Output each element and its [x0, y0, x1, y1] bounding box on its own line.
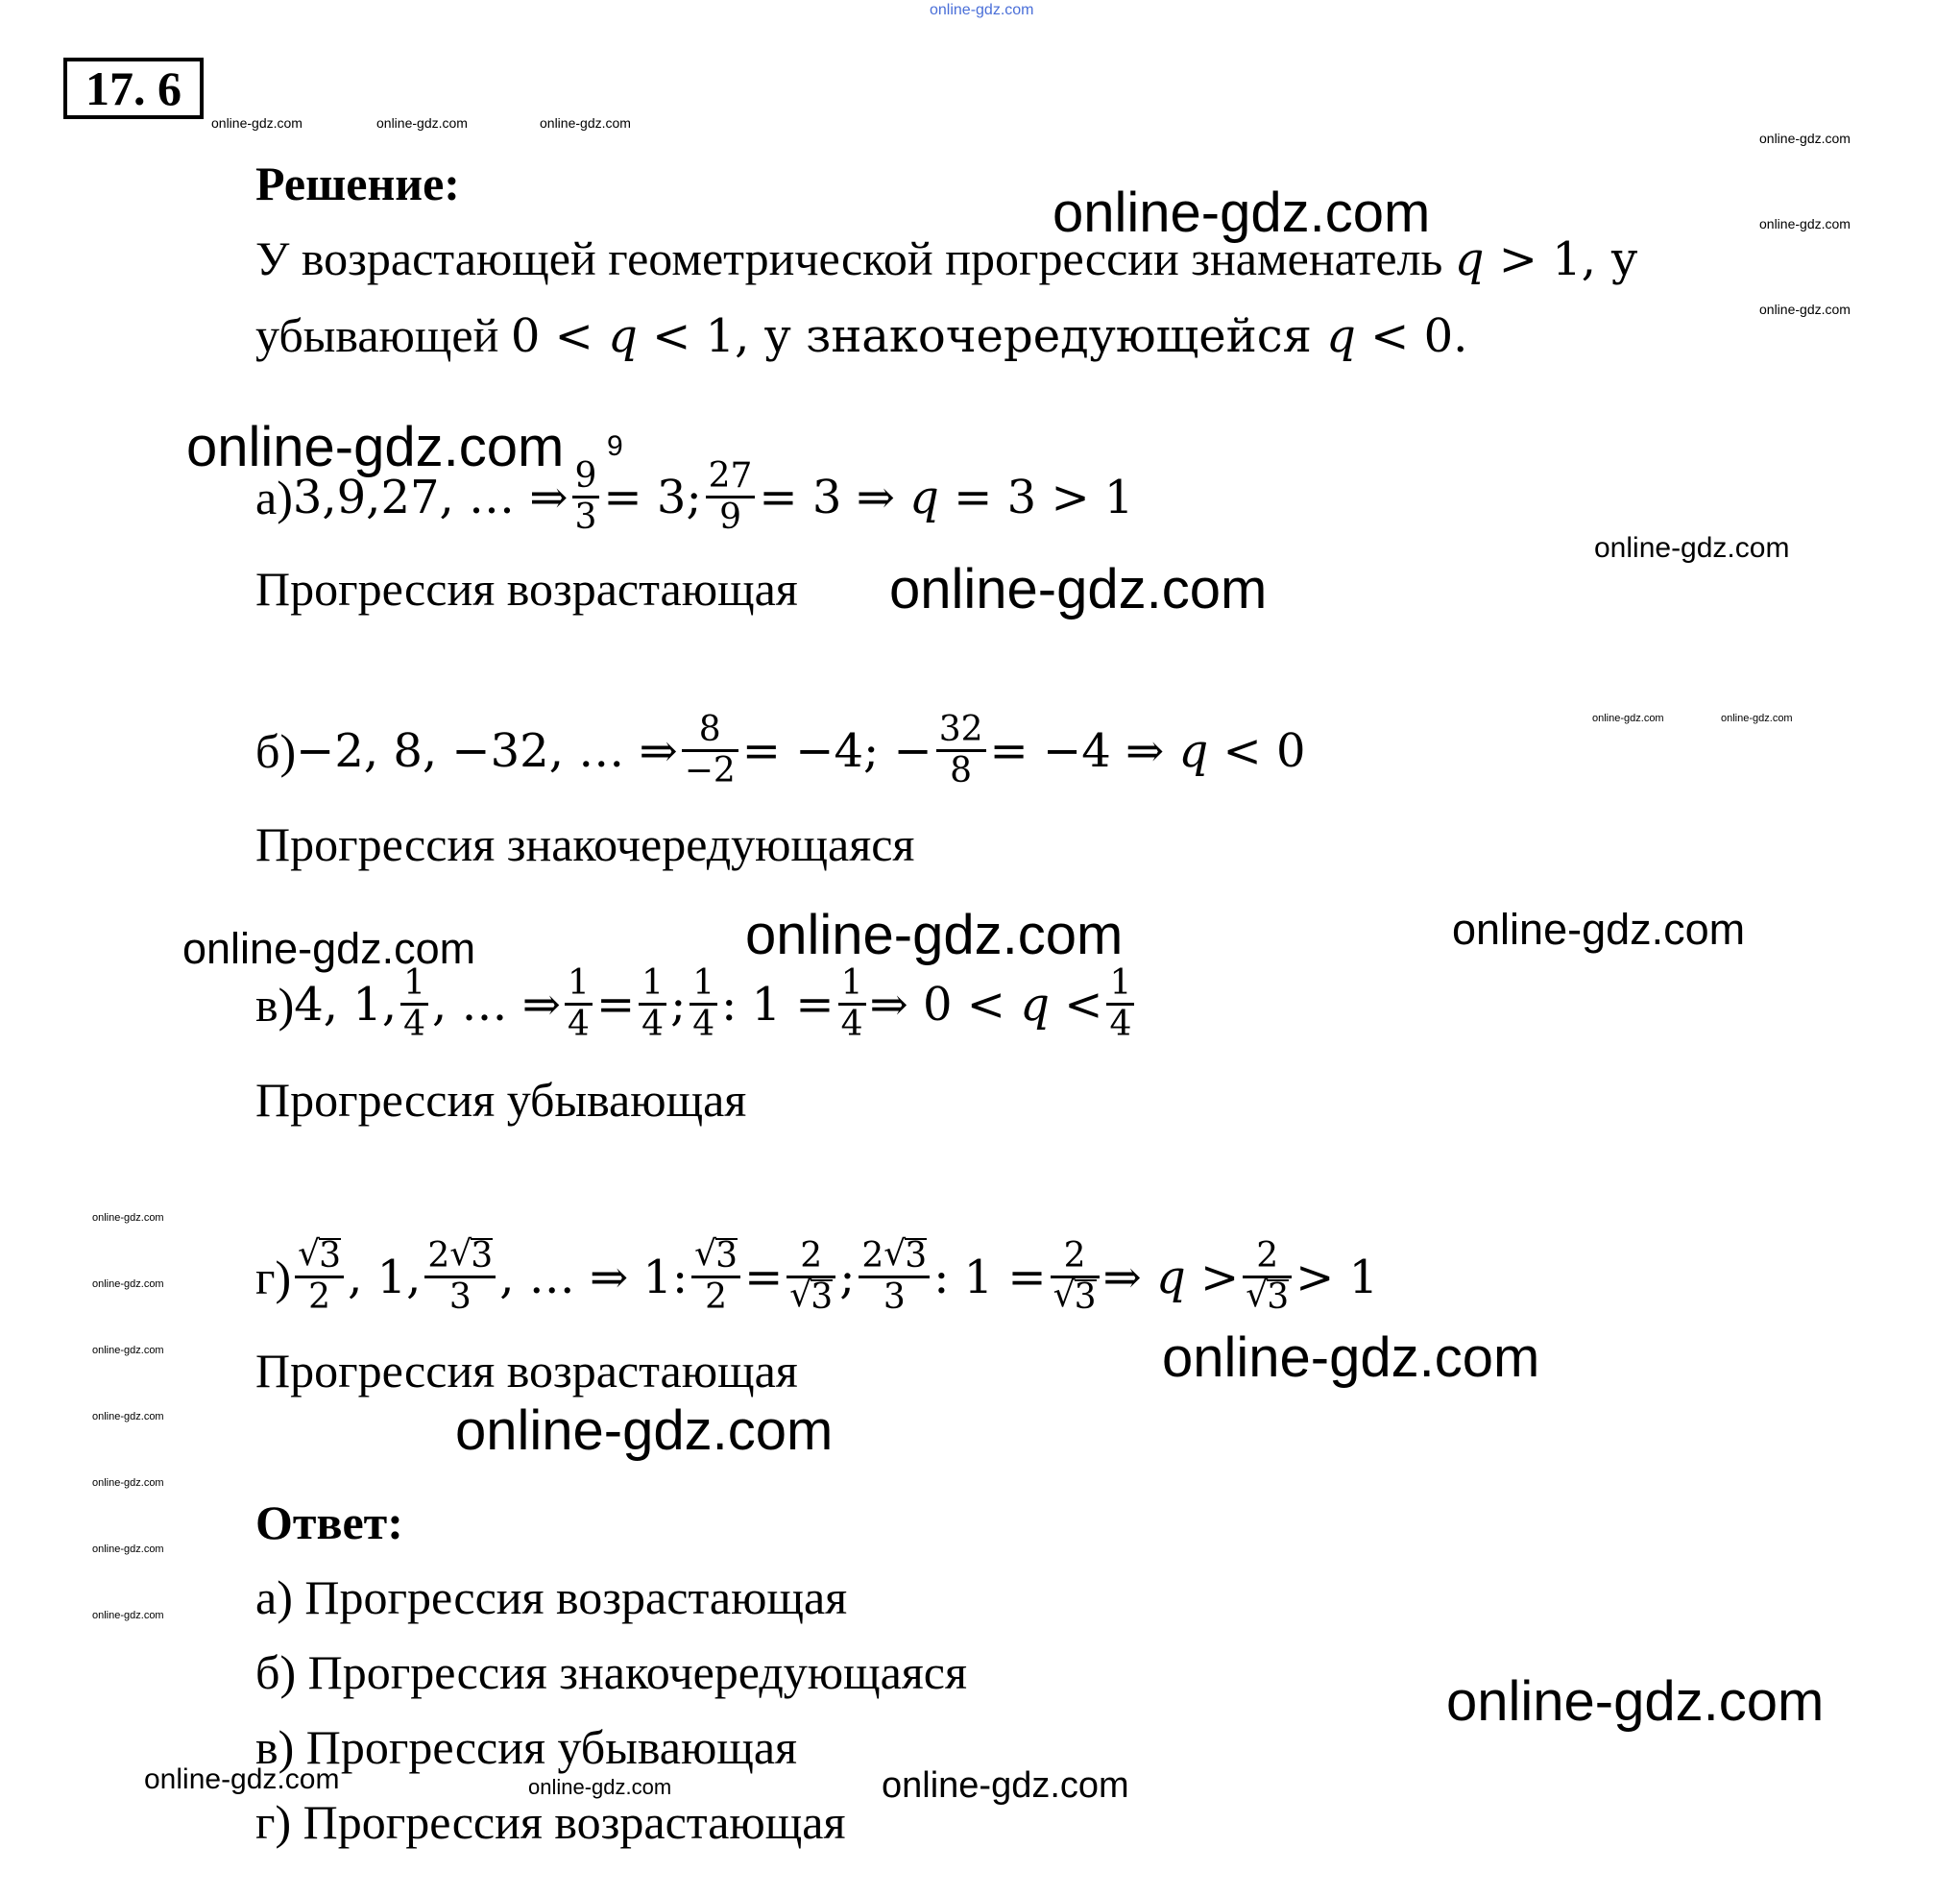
sqrt-icon: √ 3	[1246, 1276, 1290, 1317]
watermark: online-gdz.com	[92, 1212, 164, 1224]
intro-condition: < 1, у знакочередующейся	[637, 309, 1327, 363]
fraction: 2 √ 3 3	[859, 1237, 930, 1317]
intro-text: У возрастающей геометрической прогрессии знаменатель	[255, 231, 1455, 285]
expression: > 1	[1295, 1250, 1379, 1304]
intro-condition: 0 <	[510, 309, 609, 363]
intro-condition: > 1, у	[1484, 232, 1638, 286]
watermark: online-gdz.com	[92, 1278, 164, 1290]
fraction: $\frac{27}{9}$	[706, 457, 756, 537]
expression: = 3;	[603, 470, 702, 524]
watermark: online-gdz.com	[1162, 1326, 1540, 1389]
watermark-top: online-gdz.com	[930, 2, 1034, 18]
expression: ⇒ 0 < q <	[869, 977, 1103, 1032]
watermark: online-gdz.com	[745, 904, 1124, 966]
watermark: online-gdz.com	[1759, 302, 1851, 317]
sqrt-icon: √ 3	[883, 1234, 928, 1276]
watermark: online-gdz.com	[1759, 131, 1851, 146]
watermark: online-gdz.com	[144, 1763, 340, 1795]
fraction: 2 √ 3 3	[424, 1237, 496, 1317]
sqrt-icon: √ 3	[298, 1234, 342, 1276]
intro-line-1	[255, 231, 1638, 286]
variable-q: q	[1454, 232, 1485, 286]
expression: : 1 =	[933, 1250, 1047, 1304]
watermark: online-gdz.com	[92, 1544, 164, 1555]
fraction: $\frac{1}{4}$	[690, 964, 717, 1044]
watermark: online-gdz.com	[540, 115, 631, 131]
watermark: online-gdz.com	[92, 1411, 164, 1422]
expression: ⇒ q >	[1102, 1250, 1240, 1304]
fraction: 2 √ 3	[786, 1237, 835, 1317]
expression: = −4 ⇒ q < 0	[989, 723, 1306, 778]
sqrt-icon: √ 3	[694, 1234, 738, 1276]
fraction: $\frac{1}{4}$	[565, 964, 593, 1044]
fraction: $\frac{1}{4}$	[838, 964, 866, 1044]
variable-q: q	[1326, 309, 1356, 363]
variable-q: q	[608, 309, 638, 363]
fraction: $\frac{8}{-2}$	[682, 711, 738, 790]
answer-item: в) Прогрессия убывающая	[255, 1720, 798, 1774]
expression: , 1,	[348, 1250, 422, 1304]
expression: ;	[670, 977, 687, 1032]
watermark: online-gdz.com	[889, 558, 1268, 620]
watermark: online-gdz.com	[211, 115, 302, 131]
intro-condition: < 0.	[1355, 309, 1468, 363]
watermark: online-gdz.com	[1759, 216, 1851, 231]
intro-line-2	[255, 307, 1467, 363]
part-label: а)	[255, 470, 293, 524]
watermark: online-gdz.com	[1592, 713, 1664, 724]
sqrt-icon: √ 3	[789, 1276, 834, 1317]
watermark: online-gdz.com	[92, 1477, 164, 1489]
expression: = 3 ⇒ q = 3 > 1	[759, 470, 1134, 524]
part-label: б)	[255, 723, 297, 778]
expression: , … ⇒ 1:	[499, 1250, 689, 1304]
sequence: −2, 8, −32, … ⇒	[296, 723, 678, 778]
answer-item: а) Прогрессия возрастающая	[255, 1570, 848, 1624]
expression: = −4; −	[741, 723, 932, 778]
fraction: √ 3 2	[295, 1237, 344, 1317]
watermark: online-gdz.com	[182, 924, 476, 973]
fraction: $\frac{9}{3}$	[572, 457, 600, 537]
watermark: online-gdz.com	[92, 1345, 164, 1356]
problem-number-box: 17. 6	[63, 58, 204, 119]
part-a-conclusion: Прогрессия возрастающая	[255, 562, 798, 616]
watermark: online-gdz.com	[1446, 1670, 1825, 1733]
watermark: online-gdz.com	[1594, 532, 1790, 564]
watermark: online-gdz.com	[1053, 182, 1431, 244]
watermark: online-gdz.com	[1452, 905, 1746, 954]
fraction: 2 √ 3	[1243, 1237, 1292, 1317]
watermark: online-gdz.com	[92, 1610, 164, 1621]
part-label: в)	[255, 977, 295, 1032]
sequence: 4, 1,	[294, 977, 398, 1032]
fraction: $\frac{1}{4}$	[639, 964, 666, 1044]
fraction: $\frac{1}{4}$	[400, 964, 428, 1044]
watermark: online-gdz.com	[186, 416, 565, 478]
part-v-conclusion: Прогрессия убывающая	[255, 1073, 747, 1127]
watermark: online-gdz.com	[1721, 713, 1793, 724]
fraction: $\frac{1}{4}$	[1106, 964, 1134, 1044]
part-b-equation	[255, 711, 1305, 790]
fraction: $\frac{32}{8}$	[936, 711, 986, 790]
part-b-conclusion: Прогрессия знакочередующаяся	[255, 817, 915, 871]
watermark: online-gdz.com	[528, 1775, 672, 1799]
watermark: online-gdz.com	[376, 115, 468, 131]
answer-item: б) Прогрессия знакочередующаяся	[255, 1645, 967, 1699]
part-g-equation	[255, 1234, 1379, 1317]
answer-item: г) Прогрессия возрастающая	[255, 1795, 846, 1849]
part-a-equation	[255, 457, 1133, 537]
sequence: 3,9,27, … ⇒	[292, 470, 569, 524]
watermark: online-gdz.com	[882, 1765, 1129, 1806]
sqrt-icon: √ 3	[449, 1234, 494, 1276]
intro-text: убывающей	[255, 308, 511, 362]
expression: : 1 =	[721, 977, 835, 1032]
expression: , … ⇒	[432, 977, 562, 1032]
expression: =	[595, 977, 636, 1032]
part-v-equation	[255, 964, 1138, 1044]
expression: ;	[839, 1250, 856, 1304]
sqrt-icon: √ 3	[1053, 1276, 1097, 1317]
fraction: √ 3 2	[691, 1237, 740, 1317]
watermark: online-gdz.com	[455, 1399, 834, 1462]
fraction: 2 √ 3	[1051, 1237, 1100, 1317]
expression: =	[744, 1250, 784, 1304]
stray-digit: 9	[607, 430, 623, 462]
part-g-conclusion: Прогрессия возрастающая	[255, 1344, 798, 1398]
answer-heading: Ответ:	[255, 1495, 403, 1549]
solution-heading: Решение:	[255, 157, 460, 210]
part-label: г)	[255, 1250, 292, 1304]
